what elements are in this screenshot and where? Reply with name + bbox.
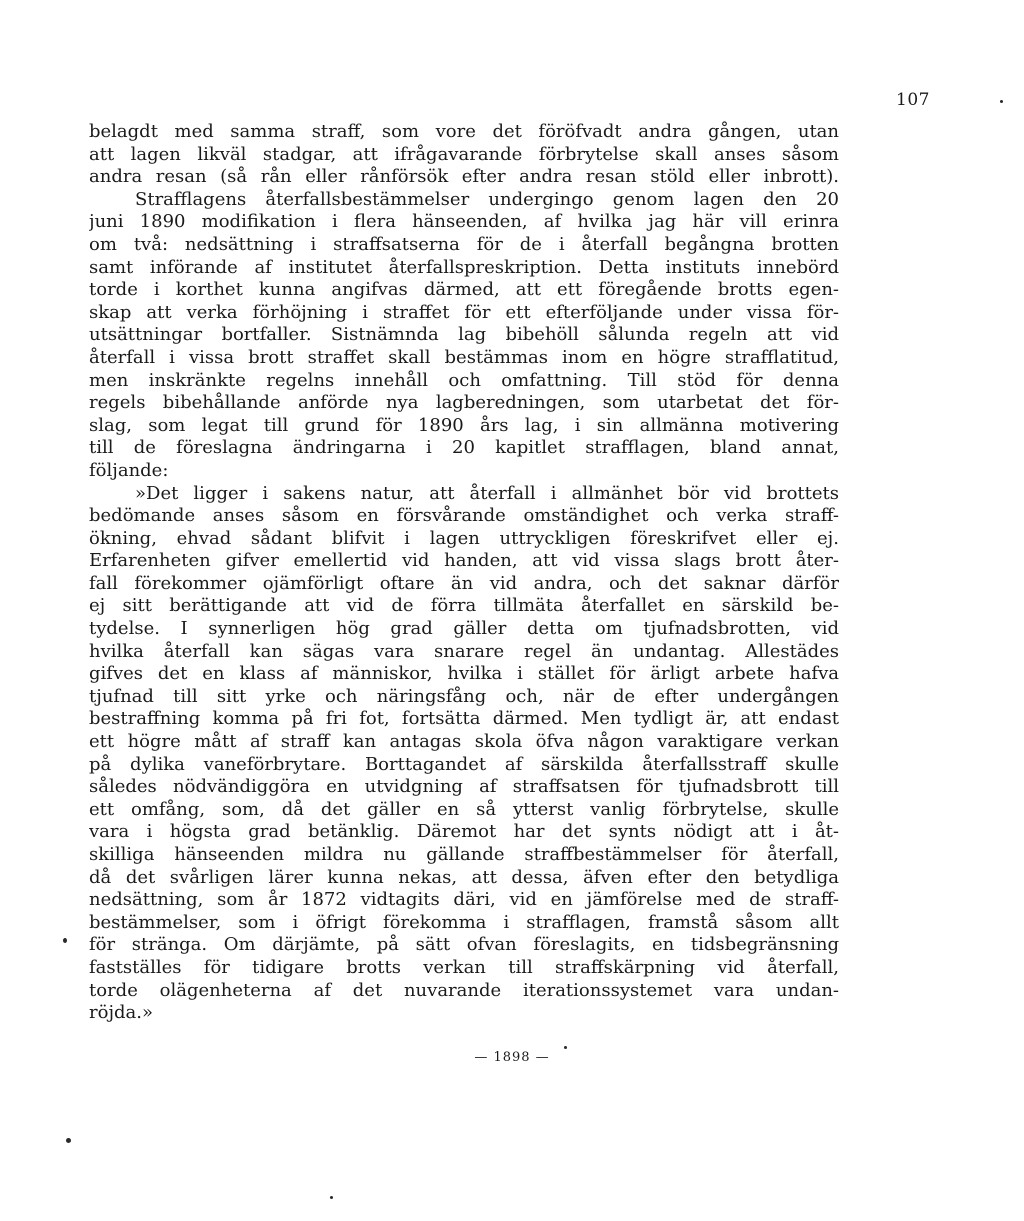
page-number: 107 xyxy=(896,90,930,110)
text-line: juni 1890 modifikation i flera hänseenden, af hvilka jag här vill erinra xyxy=(89,211,839,233)
printing-signature: — 1898 — xyxy=(474,1050,550,1065)
text-line: ökning, ehvad sådant blifvit i lagen uttryckligen föreskrifvet eller ej. xyxy=(89,527,839,549)
scan-speck xyxy=(63,938,67,943)
text-line: andra resan (så rån eller rånförsök efter andra resan stöld eller inbrott). xyxy=(89,166,839,188)
text-line: på dylika vaneförbrytare. Borttagandet af särskilda återfallsstraff skulle xyxy=(89,753,839,775)
text-line: nedsättning, som år 1872 vidtagits däri, vid en jämförelse med de straff- xyxy=(89,889,839,911)
text-line: således nödvändiggöra en utvidgning af straffsatsen för tjufnadsbrott till xyxy=(89,776,839,798)
text-line: gifves det en klass af människor, hvilka i stället för ärligt arbete hafva xyxy=(89,663,839,685)
scan-speck xyxy=(330,1196,333,1199)
text-line: samt införande af institutet återfallspreskription. Detta instituts innebörd xyxy=(89,256,839,278)
text-line: följande: xyxy=(89,459,169,481)
text-line: skilliga hänseenden mildra nu gällande straffbestämmelser för återfall, xyxy=(89,844,839,865)
text-line: torde olägenheterna af det nuvarande iterationssystemet vara undan- xyxy=(89,979,839,1001)
text-line: slag, som legat till grund för 1890 års lag, i sin allmänna motivering xyxy=(89,414,839,436)
text-line: för stränga. Om därjämte, på sätt ofvan föreslagits, en tidsbegränsning xyxy=(89,934,839,956)
text-line: Erfarenheten gifver emellertid vid handen, att vid vissa slags brott åter- xyxy=(89,550,839,572)
text-line: skap att verka förhöjning i straffet för ett efterföljande under vissa för- xyxy=(89,301,839,323)
text-line: bestraffning komma på fri fot, fortsätta därmed. Men tydligt är, att endast xyxy=(89,708,839,730)
text-line: Strafflagens återfallsbestämmelser undergingo genom lagen den 20 xyxy=(135,188,839,210)
text-line: regels bibehållande anförde nya lagberedningen, som utarbetat det för- xyxy=(89,392,839,414)
text-line: ett högre mått af straff kan antagas skola öfva någon varaktigare verkan xyxy=(89,731,839,753)
text-line: återfall i vissa brott straffet skall bestämmas inom en högre strafflatitud, xyxy=(89,346,839,368)
text-line: tydelse. I synnerligen hög grad gäller detta om tjufnadsbrotten, vid xyxy=(89,618,839,640)
text-line: ett omfång, som, då det gäller en så ytterst vanlig förbrytelse, skulle xyxy=(89,798,839,820)
scan-speck xyxy=(1000,100,1003,103)
text-line: »Det ligger i sakens natur, att återfall i allmänhet bör vid brottets xyxy=(135,482,839,504)
text-line: bedömande anses såsom en försvårande omständighet och verka straff- xyxy=(89,505,839,527)
scan-speck xyxy=(564,1046,567,1049)
text-line: men inskränkte regelns innehåll och omfattning. Till stöd för denna xyxy=(89,369,839,391)
text-line: bestämmelser, som i öfrigt förekomma i strafflagen, framstå såsom allt xyxy=(89,911,839,933)
text-line: till de föreslagna ändringarna i 20 kapitlet strafflagen, bland annat, xyxy=(89,437,839,459)
text-line: att lagen likväl stadgar, att ifrågavarande förbrytelse skall anses såsom xyxy=(89,143,839,165)
scan-speck xyxy=(66,1138,71,1143)
text-line: tjufnad till sitt yrke och näringsfång och, när de efter undergången xyxy=(89,685,839,707)
text-line: då det svårligen lärer kunna nekas, att dessa, äfven efter den betydliga xyxy=(89,866,839,888)
text-line: fastställes för tidigare brotts verkan till straffskärpning vid återfall, xyxy=(89,956,839,978)
text-line: fall förekommer ojämförligt oftare än vid andra, och det saknar därför xyxy=(89,572,839,594)
text-line: ej sitt berättigande att vid de förra tillmäta återfallet en särskild be- xyxy=(89,595,839,617)
text-line: hvilka återfall kan sägas vara snarare regel än undantag. Allestädes xyxy=(89,640,839,662)
text-line: torde i korthet kunna angifvas därmed, att ett föregående brotts egen- xyxy=(89,279,839,301)
text-line: röjda.» xyxy=(89,1002,154,1024)
body-text xyxy=(89,121,839,1025)
text-line: belagdt med samma straff, som vore det föröfvadt andra gången, utan xyxy=(89,121,839,142)
text-line: vara i högsta grad betänklig. Däremot har det synts nödigt att i åt- xyxy=(89,821,839,843)
text-line: om två: nedsättning i straffsatserna för de i återfall begångna brotten xyxy=(89,233,839,255)
text-line: utsättningar bortfaller. Sistnämnda lag bibehöll sålunda regeln att vid xyxy=(89,324,839,346)
